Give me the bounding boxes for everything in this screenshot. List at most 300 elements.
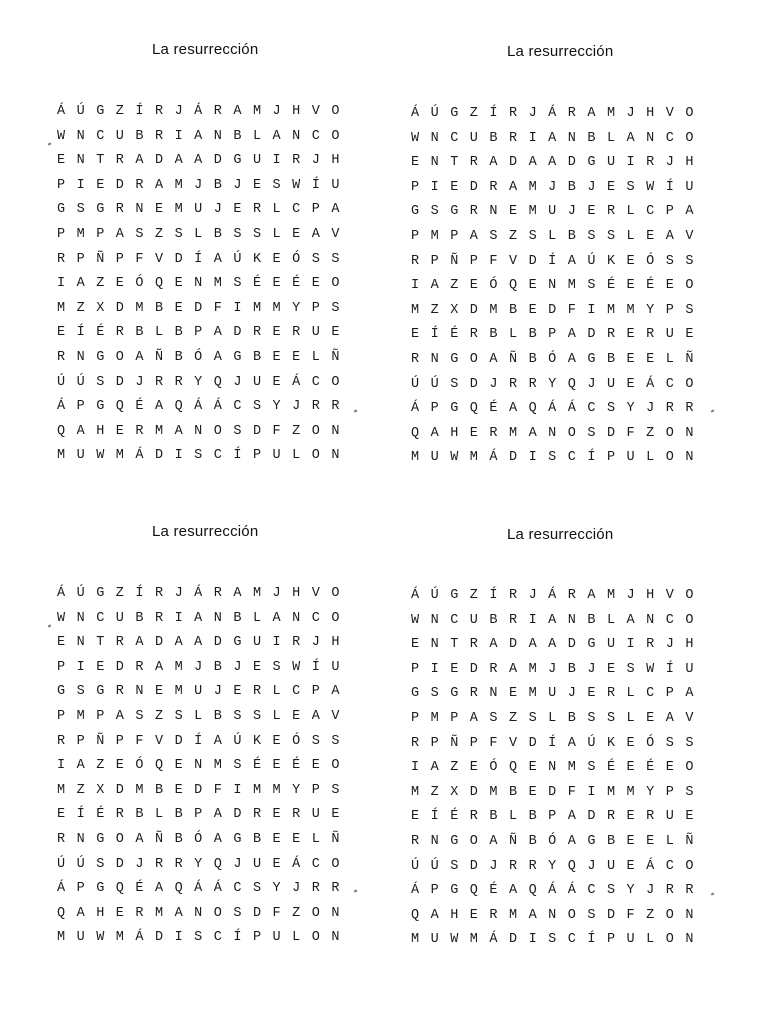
- letter-cell: R: [646, 809, 655, 825]
- letter-cell: N: [685, 932, 694, 948]
- grid-row: [411, 250, 705, 275]
- letter-cell: U: [252, 374, 262, 390]
- letter-cell: Z: [76, 782, 85, 798]
- letter-cell: Á: [292, 374, 301, 390]
- letter-cell: C: [311, 374, 320, 390]
- letter-cell: I: [528, 130, 537, 146]
- puzzle-title: La resurrección: [507, 526, 614, 543]
- letter-cell: R: [411, 351, 420, 367]
- letter-cell: L: [311, 831, 320, 847]
- letter-cell: D: [174, 251, 183, 267]
- letter-cell: W: [57, 128, 66, 144]
- letter-cell: Á: [411, 883, 420, 899]
- letter-cell: M: [213, 758, 222, 774]
- letter-cell: O: [665, 932, 674, 948]
- letter-cell: A: [76, 905, 85, 921]
- letter-cell: M: [606, 784, 616, 800]
- letter-cell: S: [489, 228, 498, 244]
- letter-cell: E: [469, 907, 478, 923]
- letter-cell: Ñ: [685, 833, 694, 849]
- letter-cell: Z: [450, 278, 459, 294]
- letter-cell: Í: [311, 659, 320, 675]
- letter-cell: R: [154, 586, 164, 601]
- letter-cell: B: [489, 327, 498, 343]
- letter-cell: E: [57, 635, 66, 651]
- letter-cell: N: [548, 278, 557, 294]
- letter-cell: D: [194, 300, 203, 316]
- letter-cell: P: [665, 204, 674, 220]
- letter-cell: P: [548, 327, 557, 343]
- letter-cell: M: [174, 177, 183, 193]
- letter-cell: M: [252, 104, 262, 119]
- letter-cell: M: [135, 300, 144, 316]
- letter-cell: Q: [508, 760, 518, 776]
- letter-cell: A: [76, 423, 85, 439]
- letter-cell: S: [331, 733, 340, 749]
- letter-cell: D: [154, 448, 164, 464]
- letter-cell: S: [450, 376, 459, 392]
- letter-cell: Z: [154, 708, 164, 724]
- grid-row: [411, 609, 705, 634]
- letter-cell: S: [194, 448, 203, 464]
- letter-cell: B: [567, 179, 576, 195]
- letter-cell: Í: [489, 588, 498, 603]
- letter-cell: U: [606, 637, 616, 653]
- letter-cell: A: [233, 586, 242, 601]
- letter-cell: E: [626, 760, 635, 776]
- letter-cell: X: [96, 782, 105, 798]
- letter-cell: I: [174, 128, 183, 144]
- letter-cell: T: [450, 155, 459, 171]
- letter-cell: E: [450, 179, 459, 195]
- letter-cell: D: [115, 300, 124, 316]
- letter-cell: E: [685, 809, 694, 825]
- letter-cell: V: [311, 586, 320, 601]
- letter-cell: S: [665, 253, 674, 269]
- letter-cell: O: [311, 448, 320, 464]
- letter-cell: M: [469, 450, 478, 466]
- letter-cell: M: [57, 782, 66, 798]
- letter-cell: N: [194, 276, 203, 292]
- letter-cell: Ú: [233, 251, 242, 267]
- letter-cell: E: [57, 807, 66, 823]
- letter-cell: D: [567, 637, 576, 653]
- letter-cell: O: [685, 130, 694, 146]
- letter-cell: R: [606, 686, 616, 702]
- letter-cell: C: [292, 202, 301, 218]
- letter-cell: Á: [411, 588, 420, 603]
- letter-cell: G: [450, 833, 459, 849]
- letter-cell: S: [174, 708, 183, 724]
- letter-cell: D: [469, 661, 478, 677]
- letter-cell: I: [430, 661, 439, 677]
- letter-cell: Ó: [489, 278, 498, 294]
- letter-cell: S: [76, 202, 85, 218]
- letter-cell: B: [508, 302, 518, 318]
- letter-cell: C: [311, 128, 320, 144]
- grid-row: [411, 348, 705, 373]
- letter-cell: C: [450, 130, 459, 146]
- letter-cell: L: [292, 930, 301, 946]
- letter-cell: S: [685, 735, 694, 751]
- letter-cell: A: [508, 401, 518, 417]
- letter-cell: M: [528, 204, 537, 220]
- letter-cell: É: [135, 881, 144, 897]
- letter-cell: B: [567, 710, 576, 726]
- letter-cell: P: [450, 228, 459, 244]
- letter-cell: G: [587, 155, 596, 171]
- letter-cell: P: [469, 735, 478, 751]
- grid-row: [411, 830, 705, 855]
- letter-cell: Á: [57, 399, 66, 415]
- letter-cell: A: [567, 327, 576, 343]
- letter-cell: P: [469, 253, 478, 269]
- letter-cell: L: [626, 228, 635, 244]
- letter-cell: S: [76, 684, 85, 700]
- letter-cell: Í: [665, 661, 674, 677]
- letter-cell: P: [96, 708, 105, 724]
- letter-cell: J: [233, 856, 242, 872]
- letter-cell: M: [213, 276, 222, 292]
- letter-cell: C: [665, 612, 674, 628]
- letter-cell: G: [411, 204, 420, 220]
- letter-cell: Ñ: [96, 251, 105, 267]
- letter-cell: K: [606, 253, 616, 269]
- letter-cell: I: [233, 300, 242, 316]
- letter-cell: E: [665, 278, 674, 294]
- letter-cell: E: [587, 686, 596, 702]
- letter-cell: E: [469, 425, 478, 441]
- letter-cell: Ñ: [508, 351, 518, 367]
- letter-cell: R: [292, 325, 301, 341]
- letter-cell: C: [311, 856, 320, 872]
- letter-cell: O: [331, 128, 340, 144]
- letter-cell: A: [213, 349, 222, 365]
- letter-cell: L: [508, 327, 518, 343]
- letter-cell: O: [685, 588, 694, 603]
- letter-cell: V: [508, 735, 518, 751]
- letter-cell: M: [135, 782, 144, 798]
- letter-cell: N: [430, 130, 439, 146]
- letter-cell: O: [331, 104, 340, 119]
- letter-cell: P: [411, 710, 420, 726]
- letter-cell: S: [528, 228, 537, 244]
- letter-cell: Á: [194, 586, 203, 601]
- letter-cell: Z: [76, 300, 85, 316]
- letter-cell: J: [567, 204, 576, 220]
- letter-cell: P: [252, 448, 262, 464]
- letter-cell: N: [430, 833, 439, 849]
- letter-cell: N: [292, 610, 301, 626]
- letter-cell: É: [606, 278, 616, 294]
- letter-cell: Ñ: [450, 253, 459, 269]
- letter-cell: G: [96, 399, 105, 415]
- letter-cell: Ñ: [154, 831, 164, 847]
- letter-cell: A: [115, 708, 124, 724]
- letter-cell: D: [587, 327, 596, 343]
- letter-cell: Á: [135, 448, 144, 464]
- letter-cell: Ó: [548, 351, 557, 367]
- letter-cell: P: [665, 784, 674, 800]
- letter-cell: E: [272, 325, 281, 341]
- letter-cell: Z: [508, 710, 518, 726]
- letter-cell: A: [508, 661, 518, 677]
- letter-cell: P: [57, 659, 66, 675]
- letter-cell: Q: [57, 905, 66, 921]
- letter-cell: Q: [469, 883, 478, 899]
- letter-cell: G: [233, 831, 242, 847]
- letter-cell: U: [272, 930, 281, 946]
- letter-cell: B: [135, 807, 144, 823]
- letter-cell: N: [567, 130, 576, 146]
- grid-row: [411, 707, 705, 732]
- letter-cell: M: [606, 106, 616, 121]
- letter-cell: Á: [135, 930, 144, 946]
- letter-cell: Y: [292, 782, 301, 798]
- letter-cell: K: [606, 735, 616, 751]
- letter-cell: D: [154, 153, 164, 169]
- letter-cell: I: [587, 784, 596, 800]
- letter-cell: O: [311, 905, 320, 921]
- letter-cell: P: [311, 202, 320, 218]
- letter-cell: R: [292, 153, 301, 169]
- letter-cell: R: [57, 349, 66, 365]
- letter-cell: U: [606, 155, 616, 171]
- letter-cell: P: [430, 401, 439, 417]
- letter-cell: R: [252, 325, 262, 341]
- letter-cell: M: [272, 782, 281, 798]
- letter-cell: B: [528, 833, 537, 849]
- letter-cell: A: [174, 905, 183, 921]
- letter-cell: R: [57, 831, 66, 847]
- letter-cell: G: [450, 204, 459, 220]
- letter-cell: S: [587, 425, 596, 441]
- letter-cell: N: [331, 423, 340, 439]
- letter-cell: W: [411, 130, 420, 146]
- letter-cell: A: [174, 423, 183, 439]
- letter-cell: A: [331, 684, 340, 700]
- letter-cell: O: [331, 276, 340, 292]
- letter-cell: R: [606, 327, 616, 343]
- grid-row: [411, 225, 705, 250]
- letter-cell: M: [411, 932, 420, 948]
- letter-cell: E: [665, 760, 674, 776]
- letter-cell: E: [626, 833, 635, 849]
- letter-cell: O: [567, 425, 576, 441]
- letter-cell: U: [606, 376, 616, 392]
- letter-cell: X: [450, 302, 459, 318]
- letter-cell: Y: [272, 881, 281, 897]
- letter-cell: V: [331, 708, 340, 724]
- letter-cell: W: [450, 932, 459, 948]
- letter-cell: É: [135, 399, 144, 415]
- letter-cell: E: [174, 758, 183, 774]
- letter-cell: S: [685, 253, 694, 269]
- puzzle-title: La resurrección: [152, 523, 259, 540]
- letter-cell: J: [213, 202, 222, 218]
- letter-cell: E: [292, 831, 301, 847]
- letter-cell: M: [411, 302, 420, 318]
- letter-cell: A: [567, 735, 576, 751]
- letter-cell: B: [587, 612, 596, 628]
- letter-cell: I: [587, 302, 596, 318]
- letter-cell: S: [311, 251, 320, 267]
- letter-cell: M: [626, 784, 635, 800]
- letter-cell: Í: [76, 325, 85, 341]
- letter-cell: W: [646, 661, 655, 677]
- letter-cell: Ó: [135, 758, 144, 774]
- letter-cell: E: [272, 831, 281, 847]
- letter-cell: E: [311, 758, 320, 774]
- letter-cell: J: [135, 856, 144, 872]
- letter-cell: A: [567, 253, 576, 269]
- letter-cell: L: [626, 710, 635, 726]
- letter-cell: P: [311, 684, 320, 700]
- letter-cell: A: [194, 153, 203, 169]
- letter-cell: U: [665, 809, 674, 825]
- letter-cell: I: [174, 610, 183, 626]
- letter-cell: B: [252, 349, 262, 365]
- letter-cell: D: [508, 637, 518, 653]
- letter-cell: I: [430, 179, 439, 195]
- letter-cell: E: [272, 276, 281, 292]
- letter-cell: O: [665, 450, 674, 466]
- letter-cell: Í: [548, 735, 557, 751]
- letter-cell: M: [57, 448, 66, 464]
- letter-cell: U: [685, 661, 694, 677]
- letter-cell: B: [213, 708, 222, 724]
- letter-cell: F: [272, 423, 281, 439]
- letter-cell: L: [272, 708, 281, 724]
- letter-cell: G: [57, 202, 66, 218]
- letter-cell: Á: [213, 399, 222, 415]
- letter-cell: Á: [194, 399, 203, 415]
- letter-cell: R: [292, 807, 301, 823]
- letter-cell: Á: [548, 106, 557, 121]
- letter-cell: E: [528, 784, 537, 800]
- letter-cell: Q: [115, 881, 124, 897]
- letter-cell: E: [272, 251, 281, 267]
- letter-cell: D: [252, 423, 262, 439]
- letter-cell: I: [57, 276, 66, 292]
- letter-cell: R: [154, 856, 164, 872]
- puzzle-title: La resurrección: [507, 43, 614, 60]
- letter-cell: B: [154, 782, 164, 798]
- letter-cell: V: [665, 588, 674, 603]
- letter-cell: Ó: [292, 733, 301, 749]
- letter-cell: L: [548, 710, 557, 726]
- letter-cell: D: [567, 155, 576, 171]
- letter-cell: D: [233, 807, 242, 823]
- letter-cell: U: [194, 202, 203, 218]
- letter-cell: U: [252, 635, 262, 651]
- letter-cell: Á: [567, 883, 576, 899]
- letter-cell: L: [626, 686, 635, 702]
- letter-cell: E: [174, 276, 183, 292]
- letter-cell: Ú: [587, 735, 596, 751]
- letter-cell: A: [567, 809, 576, 825]
- letter-cell: J: [548, 661, 557, 677]
- letter-cell: D: [548, 784, 557, 800]
- letter-cell: Í: [587, 932, 596, 948]
- letter-cell: M: [489, 302, 498, 318]
- letter-cell: Y: [646, 784, 655, 800]
- letter-cell: W: [96, 930, 105, 946]
- grid-row: [411, 805, 705, 830]
- letter-cell: G: [96, 104, 105, 119]
- grid-row: [411, 299, 705, 324]
- letter-cell: J: [311, 635, 320, 651]
- letter-cell: Í: [194, 733, 203, 749]
- letter-cell: U: [272, 448, 281, 464]
- letter-cell: N: [135, 202, 144, 218]
- letter-cell: S: [96, 856, 105, 872]
- letter-cell: A: [135, 349, 144, 365]
- letter-cell: C: [233, 881, 242, 897]
- letter-cell: J: [272, 586, 281, 601]
- letter-cell: F: [213, 300, 222, 316]
- letter-cell: S: [548, 932, 557, 948]
- letter-cell: R: [508, 376, 518, 392]
- letter-cell: B: [174, 807, 183, 823]
- letter-cell: I: [272, 153, 281, 169]
- letter-cell: N: [194, 758, 203, 774]
- letter-cell: I: [233, 782, 242, 798]
- letter-cell: P: [430, 883, 439, 899]
- letter-cell: R: [508, 588, 518, 603]
- letter-cell: I: [411, 278, 420, 294]
- letter-cell: Ó: [194, 831, 203, 847]
- letter-cell: É: [252, 276, 262, 292]
- letter-cell: D: [174, 733, 183, 749]
- letter-cell: O: [685, 376, 694, 392]
- grid-row: [411, 904, 705, 929]
- letter-cell: R: [469, 204, 478, 220]
- letter-cell: O: [331, 374, 340, 390]
- letter-cell: H: [646, 588, 655, 603]
- stray-mark: [354, 409, 358, 412]
- letter-cell: Z: [508, 228, 518, 244]
- letter-cell: D: [469, 302, 478, 318]
- letter-cell: L: [154, 807, 164, 823]
- letter-cell: H: [292, 104, 301, 119]
- letter-cell: O: [469, 351, 478, 367]
- letter-cell: Ó: [135, 276, 144, 292]
- letter-cell: M: [154, 423, 164, 439]
- letter-cell: S: [233, 905, 242, 921]
- letter-cell: D: [587, 809, 596, 825]
- letter-cell: R: [489, 907, 498, 923]
- letter-cell: D: [213, 635, 222, 651]
- letter-cell: S: [331, 782, 340, 798]
- letter-cell: D: [528, 735, 537, 751]
- letter-cell: J: [174, 586, 183, 601]
- letter-cell: R: [115, 635, 124, 651]
- letter-cell: S: [528, 710, 537, 726]
- letter-cell: I: [626, 637, 635, 653]
- letter-cell: A: [194, 635, 203, 651]
- letter-cell: U: [115, 610, 124, 626]
- letter-cell: Q: [528, 883, 537, 899]
- letter-cell: H: [292, 586, 301, 601]
- letter-cell: Q: [174, 399, 183, 415]
- letter-cell: U: [76, 930, 85, 946]
- letter-cell: A: [174, 635, 183, 651]
- letter-cell: E: [626, 327, 635, 343]
- letter-cell: A: [76, 276, 85, 292]
- letter-cell: A: [548, 612, 557, 628]
- letter-cell: Á: [548, 401, 557, 417]
